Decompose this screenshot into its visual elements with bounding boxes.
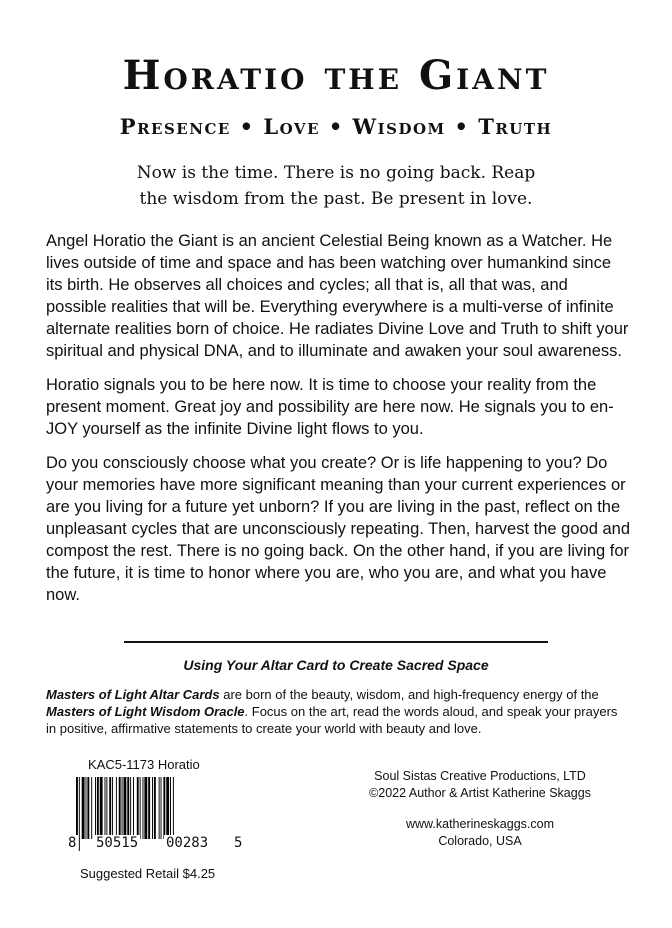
publisher-website: www.katherineskaggs.com: [406, 817, 554, 831]
publisher-location: Colorado, USA: [438, 834, 522, 848]
barcode-digits: [66, 835, 246, 853]
quote-line: Now is the time. There is no going back. Reap: [136, 163, 536, 183]
barcode-digit-group: 5: [234, 835, 243, 851]
product-sku: KAC5-1173 Horatio: [88, 757, 200, 772]
card-title: Horatio the Giant: [122, 52, 550, 99]
card-subtitle: Presence • Love • Wisdom • Truth: [119, 114, 553, 139]
description-paragraph: Angel Horatio the Giant is an ancient Celestial Being known as a Watcher. He lives outside of time and space and has been watching over humankind since its birth. He observes all choices and cycles; all that is, all that was, and possible realities that will be. Everything everywhere is a multi-verse of infinite alternate realities born of choice. He radiates Divine Love and Truth to shift your spiritual and physical DNA, and to illuminate and awaken your soul awareness.: [46, 232, 629, 360]
publisher-copyright: ©2022 Author & Artist Katherine Skaggs: [369, 786, 591, 800]
suggested-retail: Suggested Retail $4.25: [80, 866, 216, 881]
section-divider: [124, 641, 548, 643]
description-paragraph: Do you consciously choose what you create? Or is life happening to you? Do your memories have more significant meaning than your current experiences or are you living for a future yet unborn? If you are living in the past, reflect on the unpleasant cycles that are unconsciously repeating. Then, harvest the good and compost the rest. There is no going back. On the other hand, if you are living for the future, it is time to honor where you are, who you are, and what you have now.: [46, 454, 630, 604]
altar-section-heading: Using Your Altar Card to Create Sacred Space: [183, 657, 489, 673]
altar-text-part: . Focus on the art, read the words aloud, and speak your prayers in positive, affirmative statements to create your world with beauty and love.: [46, 704, 618, 736]
card-description: [46, 230, 631, 618]
quote-line: the wisdom from the past. Be present in love.: [139, 189, 533, 209]
card-quote: [96, 160, 576, 212]
altar-text-part: are born of the beauty, wisdom, and high-frequency energy of the: [219, 687, 599, 702]
altar-section-text: [46, 686, 631, 737]
barcode-digit-group: 8: [68, 835, 77, 851]
barcode-digit-group: 50515: [96, 835, 139, 851]
publisher-info: [360, 768, 600, 850]
description-paragraph: Horatio signals you to be here now. It is time to choose your reality from the present moment. Great joy and possibility are here now. He signals you to en-JOY yourself as the infinite Divine light flows to you.: [46, 376, 614, 438]
barcode-digit-group: 00283: [166, 835, 209, 851]
oracle-name: Masters of Light Wisdom Oracle: [46, 704, 245, 719]
publisher-company: Soul Sistas Creative Productions, LTD: [374, 769, 586, 783]
altar-cards-name: Masters of Light Altar Cards: [46, 687, 220, 702]
